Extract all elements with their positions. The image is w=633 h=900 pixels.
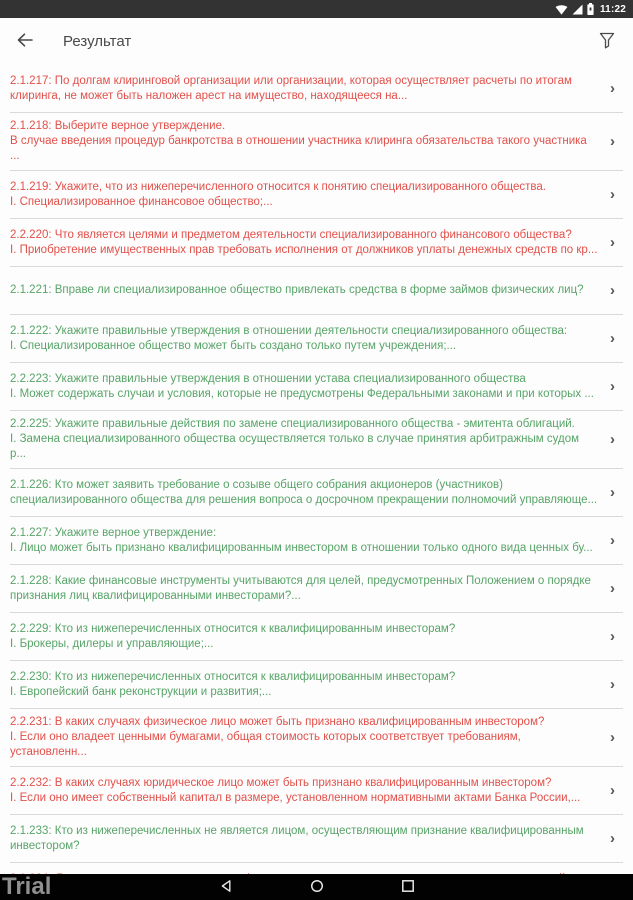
question-text xyxy=(10,417,598,462)
back-arrow-icon xyxy=(16,32,33,51)
question-paragraph: 2.1.226: Кто может заявить требование о созыве общего собрания акционеров (участников) специализированного общества для решения вопроса о досрочном прекращении полномочий управляюще... xyxy=(10,478,598,506)
chevron-right-icon: › xyxy=(610,430,615,448)
toolbar xyxy=(0,18,633,65)
question-paragraph: 2.1.233: Кто из нижеперечисленных не является лицом, осуществляющим признание квалифицированным инвестором? xyxy=(10,824,584,852)
question-paragraph: I. Если оно имеет собственный капитал в размере, установленном нормативными актами Банка России,... xyxy=(10,791,581,804)
list-item[interactable] xyxy=(10,363,623,411)
trial-watermark: Trial xyxy=(2,873,52,900)
question-text xyxy=(10,74,598,104)
question-text xyxy=(10,670,598,700)
question-paragraph: 2.1.228: Какие финансовые инструменты учитываются для целей, предусмотренных Положением о порядке признания лиц квалифицированными инвесторами?... xyxy=(10,574,591,602)
question-paragraph: 2.2.229: Кто из нижеперечисленных относится к квалифицированным инвесторам? xyxy=(10,622,456,635)
chevron-right-icon: › xyxy=(610,79,615,97)
battery-icon xyxy=(587,3,594,15)
nav-back-button[interactable] xyxy=(219,879,233,896)
list-item[interactable] xyxy=(10,411,623,469)
list-item[interactable] xyxy=(10,709,623,767)
list-item[interactable] xyxy=(10,267,623,315)
question-paragraph: 2.1.227: Укажите верное утверждение: xyxy=(10,526,217,539)
question-paragraph: I. Европейский банк реконструкции и развития;... xyxy=(10,685,272,698)
chevron-right-icon: › xyxy=(610,185,615,203)
question-paragraph: I. Специализированное общество может быть создано только путем учреждения;... xyxy=(10,339,457,352)
list-item[interactable] xyxy=(10,661,623,709)
list-item[interactable] xyxy=(10,469,623,517)
chevron-right-icon: › xyxy=(610,233,615,251)
chevron-right-icon: › xyxy=(610,531,615,549)
list-item[interactable] xyxy=(10,863,623,874)
question-paragraph: 2.2.230: Кто из нижеперечисленных относится к квалифицированным инвесторам? xyxy=(10,670,456,683)
question-paragraph: 2.2.232: В каких случаях юридическое лицо может быть признано квалифицированным инвестором? xyxy=(10,776,552,789)
list-item[interactable] xyxy=(10,113,623,171)
chevron-right-icon: › xyxy=(610,132,615,150)
question-text xyxy=(10,478,598,508)
chevron-right-icon: › xyxy=(610,728,615,746)
question-paragraph: I. Брокеры, дилеры и управляющие;... xyxy=(10,637,214,650)
question-paragraph: I. Специализированное финансовое общество;... xyxy=(10,195,273,208)
question-text xyxy=(10,228,598,258)
question-paragraph: 2.1.218: Выберите верное утверждение. xyxy=(10,120,226,132)
wifi-icon xyxy=(555,4,568,15)
filter-funnel-icon xyxy=(599,32,615,52)
question-paragraph: В случае введения процедур банкротства в отношении участника клиринга обязательства такого участника ... xyxy=(10,135,587,162)
question-paragraph: 2.2.220: Что является целями и предметом деятельности специализированного финансового общества? xyxy=(10,228,572,241)
nav-home-button[interactable] xyxy=(310,879,324,896)
nav-recents-square-icon xyxy=(401,879,415,896)
chevron-right-icon: › xyxy=(610,781,615,799)
chevron-right-icon: › xyxy=(610,675,615,693)
list-item[interactable] xyxy=(10,517,623,565)
chevron-right-icon: › xyxy=(610,829,615,847)
list-item[interactable] xyxy=(10,65,623,113)
results-list xyxy=(0,65,633,874)
question-paragraph: I. Приобретение имущественных прав требовать исполнения от должников уплаты денежных средств по кр... xyxy=(10,243,598,256)
cellular-signal-icon xyxy=(572,4,583,15)
question-text xyxy=(10,119,598,164)
question-paragraph: 2.2.223: Укажите правильные утверждения в отношении устава специализированного общества xyxy=(10,372,526,385)
chevron-right-icon: › xyxy=(610,627,615,645)
question-paragraph: I. Лицо может быть признано квалифицированным инвестором в отношении только одного вида ценных бу... xyxy=(10,541,593,554)
question-text xyxy=(10,372,598,402)
navigation-bar xyxy=(0,874,633,900)
list-item[interactable] xyxy=(10,767,623,815)
question-text xyxy=(10,324,598,354)
question-text xyxy=(10,180,598,210)
list-item[interactable] xyxy=(10,315,623,363)
back-button[interactable] xyxy=(8,24,41,59)
chevron-right-icon: › xyxy=(610,281,615,299)
question-paragraph: 2.1.222: Укажите правильные утверждения в отношении деятельности специализированного общества: xyxy=(10,324,568,337)
list-item[interactable] xyxy=(10,815,623,863)
list-item[interactable] xyxy=(10,219,623,267)
status-bar-clock: 11:22 xyxy=(599,3,626,15)
question-paragraph: I. Может содержать случаи и условия, которые не предусмотрены Федеральными законами и при которых ... xyxy=(10,387,594,400)
nav-buttons xyxy=(0,874,633,900)
list-item[interactable] xyxy=(10,613,623,661)
nav-recents-button[interactable] xyxy=(401,879,415,896)
question-text xyxy=(10,622,598,652)
question-text xyxy=(10,526,598,556)
question-paragraph: 2.1.217: По долгам клиринговой организации или организации, которая осуществляет расчеты по итогам клиринга, не может быть наложен арест на имущество, находящееся на... xyxy=(10,74,572,102)
question-text xyxy=(10,283,598,298)
chevron-right-icon: › xyxy=(610,579,615,597)
chevron-right-icon: › xyxy=(610,377,615,395)
question-paragraph: 2.1.221: Вправе ли специализированное общество привлекать средства в форме займов физических лиц? xyxy=(10,284,584,296)
list-item[interactable] xyxy=(10,565,623,613)
chevron-right-icon: › xyxy=(610,329,615,347)
question-text xyxy=(10,715,598,760)
question-text xyxy=(10,824,598,854)
question-paragraph: 2.1.219: Укажите, что из нижеперечисленного относится к понятию специализированного общества. xyxy=(10,180,546,193)
question-paragraph: I. Если оно владеет ценными бумагами, общая стоимость которых соответствует требованиям, установленн... xyxy=(10,731,521,758)
status-bar xyxy=(0,0,633,18)
page-title: Результат xyxy=(63,33,132,50)
question-text xyxy=(10,574,598,604)
nav-back-triangle-icon xyxy=(219,879,233,896)
question-paragraph: I. Замена специализированного общества осуществляется только в случае принятия арбитражным судом р... xyxy=(10,433,579,460)
filter-button[interactable] xyxy=(593,26,621,58)
chevron-right-icon: › xyxy=(610,483,615,501)
nav-home-circle-icon xyxy=(310,879,324,896)
question-paragraph: 2.2.231: В каких случаях физическое лицо может быть признано квалифицированным инвестором? xyxy=(10,716,545,728)
question-paragraph: 2.2.225: Укажите правильные действия по замене специализированного общества - эмитента облигаций. xyxy=(10,418,575,430)
question-text xyxy=(10,776,598,806)
list-item[interactable] xyxy=(10,171,623,219)
